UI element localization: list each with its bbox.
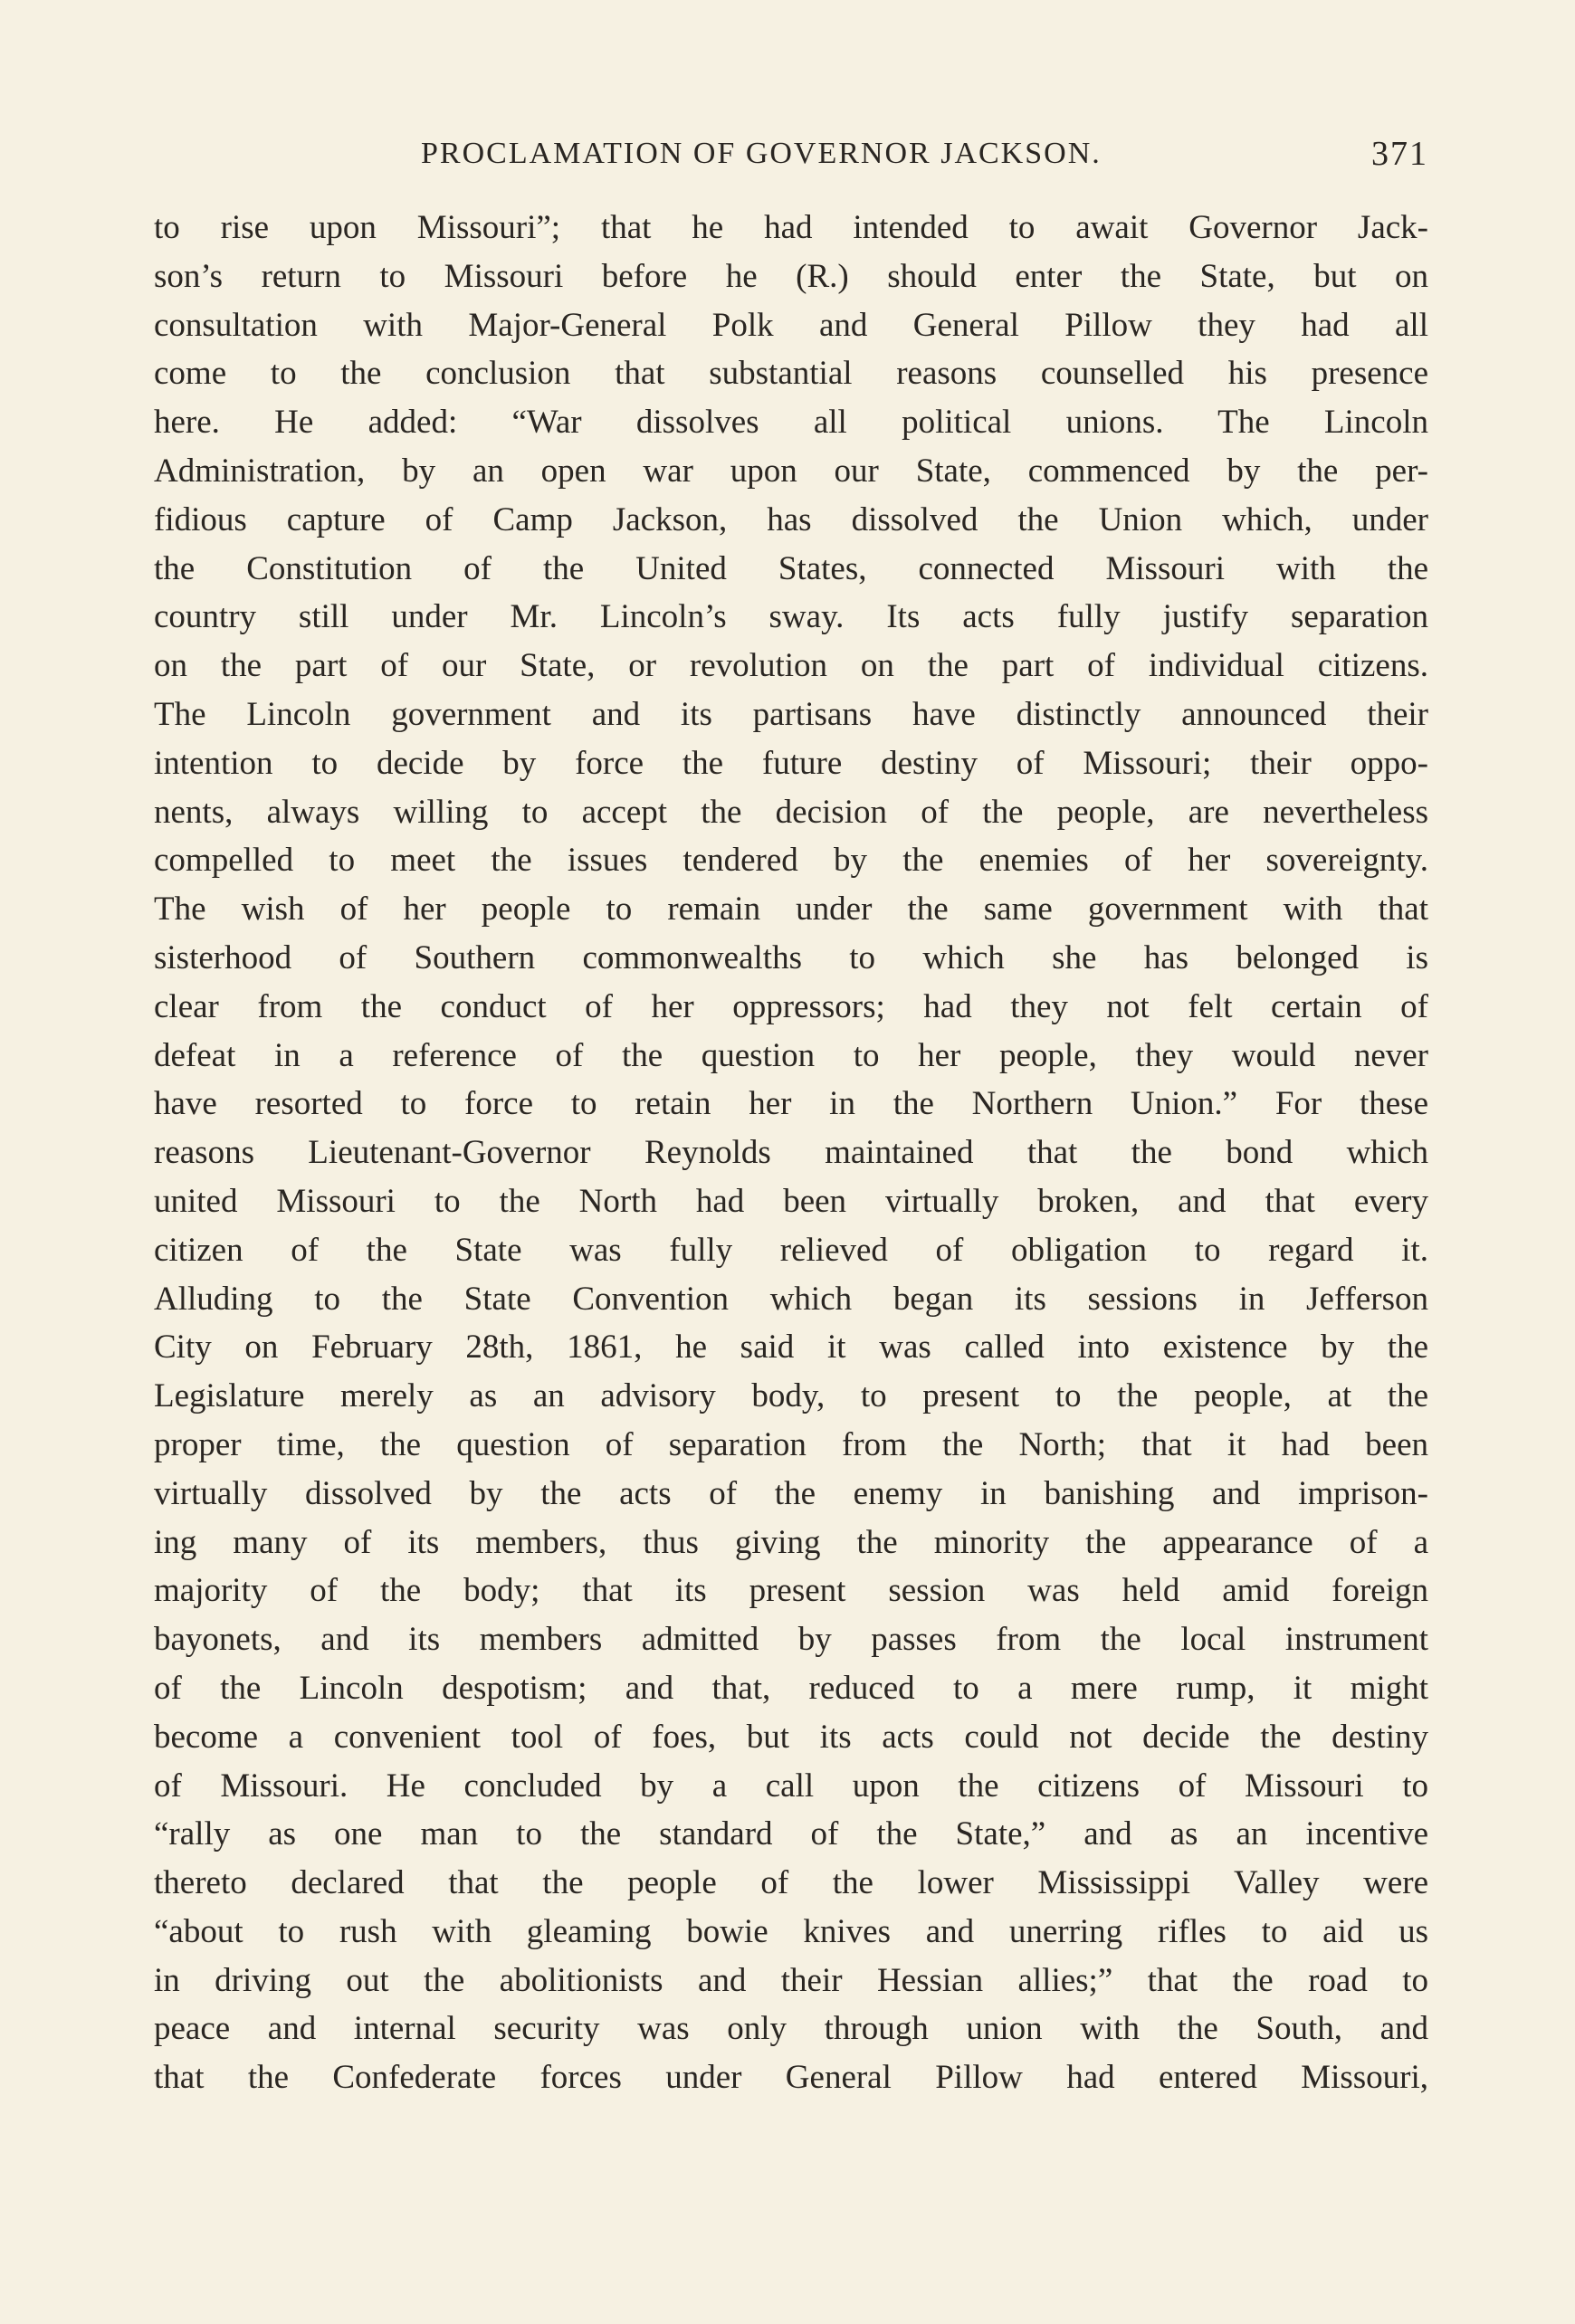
text-line: intention to decide by force the future destiny of Missouri; their oppo- <box>154 744 1428 782</box>
text-line: come to the conclusion that substantial reasons counselled his presence <box>154 355 1428 393</box>
text-line: Alluding to the State Convention which began its sessions in Jefferson <box>154 1280 1428 1318</box>
text-line: The wish of her people to remain under the same government with that <box>154 891 1428 929</box>
text-line: virtually dissolved by the acts of the enemy in banishing and imprison- <box>154 1474 1428 1512</box>
body-text <box>154 204 1428 2102</box>
text-line: to rise upon Missouri”; that he had intended to await Governor Jack- <box>154 209 1428 246</box>
text-line: “about to rush with gleaming bowie knives and unerring rifles to aid us <box>154 1912 1428 1950</box>
text-line: on the part of our State, or revolution on the part of individual citizens. <box>154 647 1428 685</box>
running-head <box>154 127 1428 181</box>
text-line: clear from the conduct of her oppressors; had they not felt certain of <box>154 987 1428 1025</box>
text-line: fidious capture of Camp Jackson, has dissolved the Union which, under <box>154 500 1428 538</box>
text-line: bayonets, and its members admitted by passes from the local instrument <box>154 1621 1428 1659</box>
text-line: City on February 28th, 1861, he said it was called into existence by the <box>154 1329 1428 1367</box>
text-line: here. He added: “War dissolves all political unions. The Lincoln <box>154 404 1428 442</box>
text-line: in driving out the abolitionists and their Hessian allies;” that the road to <box>154 1961 1428 1999</box>
text-line: of the Lincoln despotism; and that, reduced to a mere rump, it might <box>154 1669 1428 1707</box>
text-line: ing many of its members, thus giving the minority the appearance of a <box>154 1523 1428 1561</box>
text-line: The Lincoln government and its partisans have distinctly announced their <box>154 695 1428 733</box>
text-line: united Missouri to the North had been virtually broken, and that every <box>154 1182 1428 1220</box>
text-line: compelled to meet the issues tendered by the enemies of her sovereignty. <box>154 842 1428 880</box>
text-line: sisterhood of Southern commonwealths to which she has belonged is <box>154 938 1428 976</box>
text-line: have resorted to force to retain her in the Northern Union.” For these <box>154 1085 1428 1123</box>
text-line: thereto declared that the people of the lower Mississippi Valley were <box>154 1864 1428 1902</box>
text-line: majority of the body; that its present session was held amid foreign <box>154 1572 1428 1610</box>
text-line: the Constitution of the United States, connected Missouri with the <box>154 549 1428 587</box>
text-line: reasons Lieutenant-Governor Reynolds maintained that the bond which <box>154 1134 1428 1172</box>
text-line: son’s return to Missouri before he (R.) should enter the State, but on <box>154 257 1428 295</box>
text-line: Administration, by an open war upon our State, commenced by the per- <box>154 452 1428 490</box>
text-line: peace and internal security was only through union with the South, and <box>154 2010 1428 2048</box>
text-line: defeat in a reference of the question to her people, they would never <box>154 1036 1428 1074</box>
text-line: citizen of the State was fully relieved of obligation to regard it. <box>154 1231 1428 1269</box>
text-line: “rally as one man to the standard of the State,” and as an incentive <box>154 1815 1428 1853</box>
text-line: become a convenient tool of foes, but its acts could not decide the destiny <box>154 1718 1428 1756</box>
text-line: nents, always willing to accept the decision of the people, are nevertheless <box>154 793 1428 831</box>
text-line: of Missouri. He concluded by a call upon the citizens of Missouri to <box>154 1767 1428 1805</box>
text-line: consultation with Major-General Polk and General Pillow they had all <box>154 306 1428 344</box>
running-title: PROCLAMATION OF GOVERNOR JACKSON. <box>421 137 1102 170</box>
text-line: Legislature merely as an advisory body, to present to the people, at the <box>154 1377 1428 1415</box>
text-line: country still under Mr. Lincoln’s sway. Its acts fully justify separation <box>154 598 1428 636</box>
text-line: proper time, the question of separation from the North; that it had been <box>154 1425 1428 1463</box>
text-line: that the Confederate forces under General Pillow had entered Missouri, <box>154 2059 1428 2097</box>
page-number: 371 <box>1371 135 1428 173</box>
